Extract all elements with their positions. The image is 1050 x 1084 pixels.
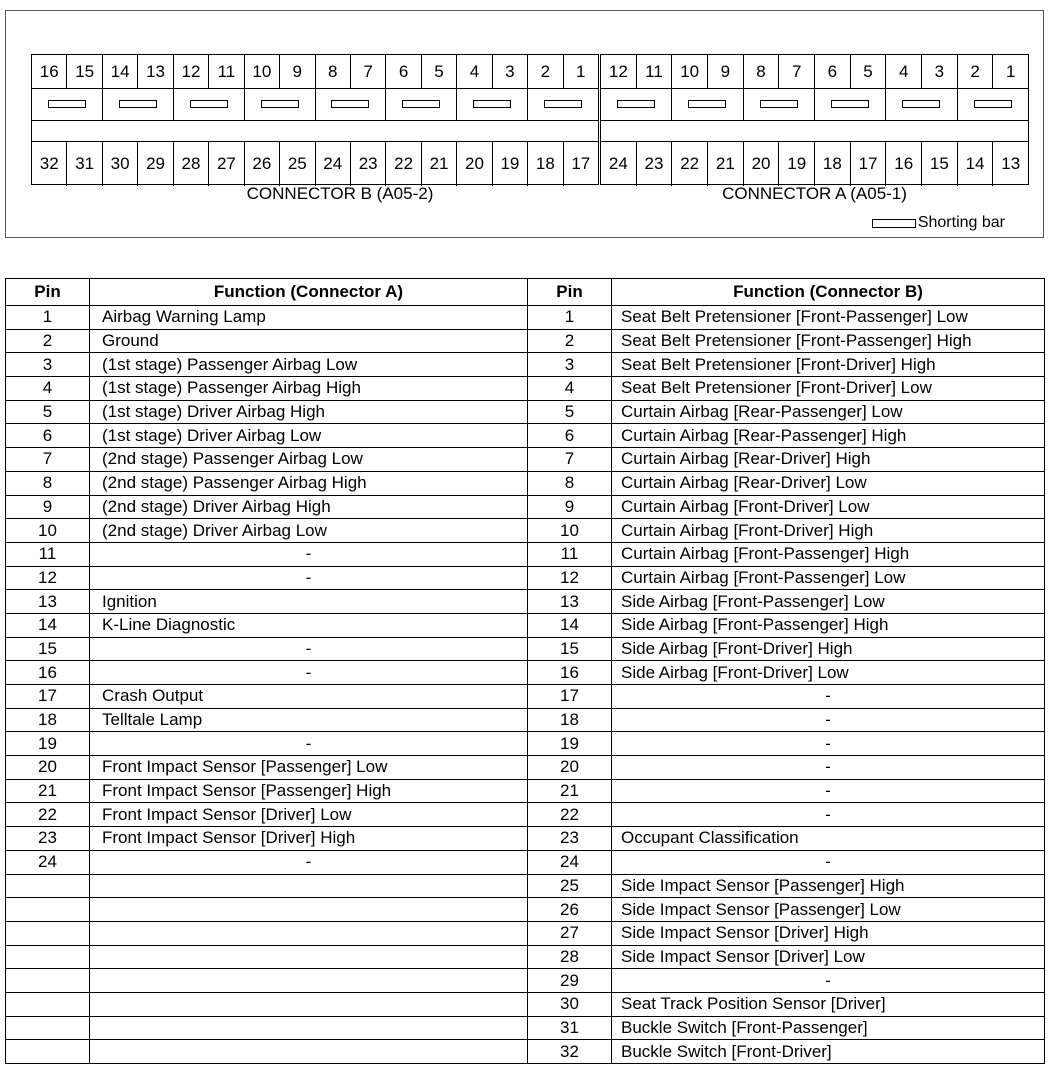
function-b-cell: - bbox=[612, 756, 1045, 780]
pin-a-cell bbox=[6, 969, 90, 993]
function-b-cell: Side Airbag [Front-Driver] High bbox=[612, 637, 1045, 661]
function-b-cell: - bbox=[612, 969, 1045, 993]
connector-pin: 17 bbox=[571, 154, 591, 173]
function-a-cell bbox=[90, 1040, 528, 1064]
shorting-bar-slot bbox=[32, 88, 103, 120]
function-b-cell: Curtain Airbag [Front-Passenger] High bbox=[612, 542, 1045, 566]
pin-a-cell: 14 bbox=[6, 613, 90, 637]
table-row bbox=[6, 921, 1045, 945]
connector-pin: 20 bbox=[457, 142, 492, 186]
shorting-bar-slot bbox=[386, 88, 457, 120]
connector-pin: 14 bbox=[958, 142, 994, 186]
shorting-bar-slot bbox=[174, 88, 245, 120]
connector-pin: 3 bbox=[493, 55, 528, 88]
connector-pin: 11 bbox=[209, 55, 244, 88]
connector-pin: 9 bbox=[708, 55, 744, 88]
pin-a-cell: 6 bbox=[6, 424, 90, 448]
shorting-bar-slot bbox=[316, 88, 387, 120]
connector-pin: 8 bbox=[316, 55, 351, 88]
table-row bbox=[6, 969, 1045, 993]
connector-b-label: CONNECTOR B (A05-2) bbox=[246, 184, 434, 203]
shorting-bar-icon bbox=[119, 100, 157, 108]
function-a-cell: Front Impact Sensor [Driver] Low bbox=[90, 803, 528, 827]
table-row bbox=[6, 448, 1045, 472]
function-a-cell: (1st stage) Driver Airbag High bbox=[90, 400, 528, 424]
pin-b-cell: 25 bbox=[528, 874, 612, 898]
pin-b-cell: 4 bbox=[528, 377, 612, 401]
function-a-cell bbox=[90, 1016, 528, 1040]
pin-a-cell: 21 bbox=[6, 779, 90, 803]
shorting-bar-icon bbox=[544, 100, 582, 108]
shorting-bar-icon bbox=[974, 100, 1012, 108]
connector-a-shorting-bars bbox=[601, 88, 1028, 121]
table-row bbox=[6, 898, 1045, 922]
function-a-cell: (2nd stage) Passenger Airbag Low bbox=[90, 448, 528, 472]
connector-pin: 16 bbox=[886, 142, 922, 186]
pin-a-cell: 15 bbox=[6, 637, 90, 661]
pin-b-cell: 21 bbox=[528, 779, 612, 803]
connector-pin: 17 bbox=[851, 142, 887, 186]
pin-a-cell: 7 bbox=[6, 448, 90, 472]
function-b-cell: - bbox=[612, 803, 1045, 827]
pin-a-cell bbox=[6, 898, 90, 922]
pin-b-cell: 29 bbox=[528, 969, 612, 993]
connector-pin: 24 bbox=[601, 142, 637, 186]
function-a-cell: - bbox=[90, 637, 528, 661]
connector-pin: 13 bbox=[1001, 154, 1021, 173]
function-b-cell: Buckle Switch [Front-Passenger] bbox=[612, 1016, 1045, 1040]
table-row bbox=[6, 685, 1045, 709]
connector-pin: 19 bbox=[779, 142, 815, 186]
function-a-cell: Telltale Lamp bbox=[90, 708, 528, 732]
function-b-cell: Side Impact Sensor [Driver] High bbox=[612, 921, 1045, 945]
pin-b-cell: 14 bbox=[528, 613, 612, 637]
table-row bbox=[6, 424, 1045, 448]
function-b-cell: - bbox=[612, 685, 1045, 709]
pin-a-cell: 9 bbox=[6, 495, 90, 519]
function-b-cell: Curtain Airbag [Front-Driver] High bbox=[612, 519, 1045, 543]
pin-b-cell: 5 bbox=[528, 400, 612, 424]
table-row bbox=[6, 542, 1045, 566]
function-a-cell: (2nd stage) Passenger Airbag High bbox=[90, 471, 528, 495]
pin-b-cell: 3 bbox=[528, 353, 612, 377]
pin-a-cell: 11 bbox=[6, 542, 90, 566]
shorting-bar-icon bbox=[402, 100, 440, 108]
pin-a-cell bbox=[6, 1016, 90, 1040]
function-a-cell: Crash Output bbox=[90, 685, 528, 709]
connector-pin: 2 bbox=[958, 55, 994, 88]
function-a-cell bbox=[90, 898, 528, 922]
function-a-cell: (1st stage) Passenger Airbag High bbox=[90, 377, 528, 401]
pin-a-cell: 13 bbox=[6, 590, 90, 614]
pin-a-cell bbox=[6, 874, 90, 898]
table-row bbox=[6, 803, 1045, 827]
pin-b-cell: 8 bbox=[528, 471, 612, 495]
connector-a-bottom-pins bbox=[601, 141, 1028, 186]
connector-pin: 5 bbox=[422, 55, 457, 88]
connector-pin: 30 bbox=[103, 142, 138, 186]
connector-pin: 25 bbox=[280, 142, 315, 186]
function-b-cell: Side Impact Sensor [Driver] Low bbox=[612, 945, 1045, 969]
connector-pin: 31 bbox=[67, 142, 102, 186]
pin-a-cell bbox=[6, 945, 90, 969]
table-row bbox=[6, 590, 1045, 614]
connector-pin: 21 bbox=[708, 142, 744, 186]
shorting-bar-icon bbox=[688, 100, 726, 108]
connector-pin: 7 bbox=[779, 55, 815, 88]
connector-pin: 24 bbox=[316, 142, 351, 186]
shorting-bar-slot bbox=[886, 88, 957, 120]
function-a-cell bbox=[90, 921, 528, 945]
table-row bbox=[6, 992, 1045, 1016]
shorting-bar-icon bbox=[872, 219, 916, 228]
function-a-cell: (1st stage) Passenger Airbag Low bbox=[90, 353, 528, 377]
pin-a-cell: 19 bbox=[6, 732, 90, 756]
function-a-cell bbox=[90, 992, 528, 1016]
connector-pin: 7 bbox=[351, 55, 386, 88]
shorting-bar-slot bbox=[457, 88, 528, 120]
pin-b-cell: 31 bbox=[528, 1016, 612, 1040]
pin-b-cell: 6 bbox=[528, 424, 612, 448]
pin-b-cell: 26 bbox=[528, 898, 612, 922]
table-header-row bbox=[6, 279, 1045, 306]
pin-b-cell: 22 bbox=[528, 803, 612, 827]
connector-pin: 4 bbox=[886, 55, 922, 88]
pin-a-cell: 20 bbox=[6, 756, 90, 780]
function-a-cell: - bbox=[90, 850, 528, 874]
table-row bbox=[6, 519, 1045, 543]
function-b-cell: Side Airbag [Front-Passenger] High bbox=[612, 613, 1045, 637]
function-b-cell: Curtain Airbag [Rear-Passenger] Low bbox=[612, 400, 1045, 424]
pin-a-cell: 10 bbox=[6, 519, 90, 543]
pin-a-cell: 16 bbox=[6, 661, 90, 685]
pin-a-cell: 5 bbox=[6, 400, 90, 424]
pin-a-cell: 23 bbox=[6, 827, 90, 851]
connector-pin: 13 bbox=[138, 55, 173, 88]
function-b-cell: Seat Belt Pretensioner [Front-Passenger] Low bbox=[612, 306, 1045, 330]
function-b-cell: Side Impact Sensor [Passenger] Low bbox=[612, 898, 1045, 922]
function-b-cell: Side Impact Sensor [Passenger] High bbox=[612, 874, 1045, 898]
table-row bbox=[6, 708, 1045, 732]
connector-pin: 15 bbox=[67, 55, 102, 88]
function-b-cell: Curtain Airbag [Front-Passenger] Low bbox=[612, 566, 1045, 590]
function-a-cell: - bbox=[90, 732, 528, 756]
table-row bbox=[6, 306, 1045, 330]
function-a-cell bbox=[90, 969, 528, 993]
table-row bbox=[6, 732, 1045, 756]
table-row bbox=[6, 1040, 1045, 1064]
table-row bbox=[6, 945, 1045, 969]
connector-pin: 22 bbox=[672, 142, 708, 186]
shorting-bar-slot bbox=[672, 88, 743, 120]
pin-b-cell: 16 bbox=[528, 661, 612, 685]
function-b-cell: - bbox=[612, 708, 1045, 732]
legend-label: Shorting bar bbox=[917, 214, 1005, 231]
table-row bbox=[6, 1016, 1045, 1040]
connector-pin: 27 bbox=[209, 142, 244, 186]
function-b-cell: Occupant Classification bbox=[612, 827, 1045, 851]
pin-a-cell: 22 bbox=[6, 803, 90, 827]
connector-pin: 12 bbox=[174, 55, 209, 88]
connector-a-top-pins bbox=[601, 55, 1028, 89]
pin-b-cell: 30 bbox=[528, 992, 612, 1016]
shorting-bar-icon bbox=[473, 100, 511, 108]
header-pin-a: Pin bbox=[6, 279, 90, 306]
pin-a-cell: 24 bbox=[6, 850, 90, 874]
shorting-bar-slot bbox=[528, 88, 598, 120]
function-a-cell: Airbag Warning Lamp bbox=[90, 306, 528, 330]
function-a-cell: - bbox=[90, 566, 528, 590]
table-row bbox=[6, 613, 1045, 637]
pin-b-cell: 23 bbox=[528, 827, 612, 851]
pin-b-cell: 7 bbox=[528, 448, 612, 472]
shorting-bar-slot bbox=[958, 88, 1028, 120]
connector-pin: 20 bbox=[744, 142, 780, 186]
connector-b-top-pins bbox=[32, 55, 598, 89]
table-row bbox=[6, 779, 1045, 803]
pin-b-cell: 24 bbox=[528, 850, 612, 874]
connector-pin: 3 bbox=[922, 55, 958, 88]
function-b-cell: Curtain Airbag [Rear-Driver] High bbox=[612, 448, 1045, 472]
header-function-b: Function (Connector B) bbox=[612, 279, 1045, 306]
shorting-bar-icon bbox=[190, 100, 228, 108]
connector-pin: 23 bbox=[351, 142, 386, 186]
connector-pin: 29 bbox=[138, 142, 173, 186]
table-row bbox=[6, 874, 1045, 898]
table-row bbox=[6, 756, 1045, 780]
function-a-cell: - bbox=[90, 542, 528, 566]
function-a-cell bbox=[90, 874, 528, 898]
function-b-cell: Curtain Airbag [Front-Driver] Low bbox=[612, 495, 1045, 519]
pin-b-cell: 32 bbox=[528, 1040, 612, 1064]
function-a-cell: (2nd stage) Driver Airbag Low bbox=[90, 519, 528, 543]
shorting-bar-slot bbox=[744, 88, 815, 120]
connector-pin: 18 bbox=[528, 142, 563, 186]
table-row bbox=[6, 566, 1045, 590]
pin-b-cell: 15 bbox=[528, 637, 612, 661]
connector-pin: 9 bbox=[280, 55, 315, 88]
shorting-bar-icon bbox=[760, 100, 798, 108]
table-row bbox=[6, 400, 1045, 424]
connector-pin: 15 bbox=[922, 142, 958, 186]
header-pin-b: Pin bbox=[528, 279, 612, 306]
table-row bbox=[6, 827, 1045, 851]
function-a-cell: Front Impact Sensor [Driver] High bbox=[90, 827, 528, 851]
pin-a-cell: 4 bbox=[6, 377, 90, 401]
function-b-cell: Curtain Airbag [Rear-Passenger] High bbox=[612, 424, 1045, 448]
pin-b-cell: 10 bbox=[528, 519, 612, 543]
connector-pin: 10 bbox=[245, 55, 280, 88]
shorting-bar-icon bbox=[831, 100, 869, 108]
connector-pin: 5 bbox=[851, 55, 887, 88]
pin-a-cell: 12 bbox=[6, 566, 90, 590]
pin-a-cell: 17 bbox=[6, 685, 90, 709]
connector-pin: 23 bbox=[637, 142, 673, 186]
function-a-cell: Ignition bbox=[90, 590, 528, 614]
function-a-cell: - bbox=[90, 661, 528, 685]
table-row bbox=[6, 661, 1045, 685]
shorting-bar-icon bbox=[48, 100, 86, 108]
connector-pin: 12 bbox=[601, 55, 637, 88]
connector-diagram bbox=[5, 10, 1044, 238]
connector-pin: 6 bbox=[815, 55, 851, 88]
header-function-a: Function (Connector A) bbox=[90, 279, 528, 306]
shorting-bar-legend bbox=[872, 214, 1005, 232]
shorting-bar-icon bbox=[902, 100, 940, 108]
pin-b-cell: 1 bbox=[528, 306, 612, 330]
connector-pin: 28 bbox=[174, 142, 209, 186]
pin-b-cell: 19 bbox=[528, 732, 612, 756]
connector-pin: 14 bbox=[103, 55, 138, 88]
function-b-cell: Seat Belt Pretensioner [Front-Passenger] High bbox=[612, 329, 1045, 353]
pin-b-cell: 12 bbox=[528, 566, 612, 590]
connector-b bbox=[31, 54, 599, 185]
connector-pin: 21 bbox=[422, 142, 457, 186]
function-b-cell: - bbox=[612, 850, 1045, 874]
pin-b-cell: 18 bbox=[528, 708, 612, 732]
pin-b-cell: 2 bbox=[528, 329, 612, 353]
table-row bbox=[6, 471, 1045, 495]
connector-pin: 4 bbox=[457, 55, 492, 88]
connector-pin: 19 bbox=[493, 142, 528, 186]
pin-a-cell: 3 bbox=[6, 353, 90, 377]
shorting-bar-icon bbox=[617, 100, 655, 108]
pin-b-cell: 17 bbox=[528, 685, 612, 709]
function-b-cell: - bbox=[612, 732, 1045, 756]
function-a-cell: (1st stage) Driver Airbag Low bbox=[90, 424, 528, 448]
table-row bbox=[6, 637, 1045, 661]
connector-pin: 18 bbox=[815, 142, 851, 186]
pin-b-cell: 11 bbox=[528, 542, 612, 566]
function-a-cell: (2nd stage) Driver Airbag High bbox=[90, 495, 528, 519]
table-row bbox=[6, 850, 1045, 874]
function-a-cell: Ground bbox=[90, 329, 528, 353]
connector-pin: 6 bbox=[386, 55, 421, 88]
connector-b-shorting-bars bbox=[32, 88, 598, 121]
function-b-cell: Seat Belt Pretensioner [Front-Driver] Low bbox=[612, 377, 1045, 401]
shorting-bar-slot bbox=[103, 88, 174, 120]
pin-a-cell bbox=[6, 992, 90, 1016]
function-b-cell: - bbox=[612, 779, 1045, 803]
function-b-cell: Buckle Switch [Front-Driver] bbox=[612, 1040, 1045, 1064]
connector-pin: 26 bbox=[245, 142, 280, 186]
function-a-cell: K-Line Diagnostic bbox=[90, 613, 528, 637]
pin-b-cell: 9 bbox=[528, 495, 612, 519]
function-b-cell: Side Airbag [Front-Passenger] Low bbox=[612, 590, 1045, 614]
connector-pin: 1 bbox=[1005, 61, 1016, 81]
shorting-bar-icon bbox=[261, 100, 299, 108]
pin-b-cell: 28 bbox=[528, 945, 612, 969]
connector-pin: 2 bbox=[528, 55, 563, 88]
pin-a-cell bbox=[6, 1040, 90, 1064]
function-b-cell: Seat Belt Pretensioner [Front-Driver] High bbox=[612, 353, 1045, 377]
pin-b-cell: 27 bbox=[528, 921, 612, 945]
shorting-bar-icon bbox=[331, 100, 369, 108]
table-row bbox=[6, 495, 1045, 519]
function-b-cell: Seat Track Position Sensor [Driver] bbox=[612, 992, 1045, 1016]
connector-pin: 22 bbox=[386, 142, 421, 186]
connector-pin: 1 bbox=[576, 61, 586, 81]
shorting-bar-slot bbox=[815, 88, 886, 120]
connector-b-bottom-pins bbox=[32, 141, 598, 186]
table-row bbox=[6, 377, 1045, 401]
pin-b-cell: 13 bbox=[528, 590, 612, 614]
connector-a-label: CONNECTOR A (A05-1) bbox=[722, 184, 907, 203]
connector-pin: 11 bbox=[637, 55, 673, 88]
pin-a-cell: 18 bbox=[6, 708, 90, 732]
shorting-bar-slot bbox=[601, 88, 672, 120]
connector-pin: 32 bbox=[32, 142, 67, 186]
pin-b-cell: 20 bbox=[528, 756, 612, 780]
pin-a-cell bbox=[6, 921, 90, 945]
function-a-cell: Front Impact Sensor [Passenger] High bbox=[90, 779, 528, 803]
pin-a-cell: 8 bbox=[6, 471, 90, 495]
function-a-cell: Front Impact Sensor [Passenger] Low bbox=[90, 756, 528, 780]
pin-a-cell: 1 bbox=[6, 306, 90, 330]
shorting-bar-slot bbox=[245, 88, 316, 120]
connector-a bbox=[600, 54, 1029, 185]
table-row bbox=[6, 353, 1045, 377]
pin-a-cell: 2 bbox=[6, 329, 90, 353]
function-b-cell: Curtain Airbag [Rear-Driver] Low bbox=[612, 471, 1045, 495]
function-a-cell bbox=[90, 945, 528, 969]
function-b-cell: Side Airbag [Front-Driver] Low bbox=[612, 661, 1045, 685]
connector-pin: 10 bbox=[672, 55, 708, 88]
connector-pin: 8 bbox=[744, 55, 780, 88]
pin-function-table bbox=[5, 278, 1045, 1064]
table-row bbox=[6, 329, 1045, 353]
connector-pin: 16 bbox=[32, 55, 67, 88]
